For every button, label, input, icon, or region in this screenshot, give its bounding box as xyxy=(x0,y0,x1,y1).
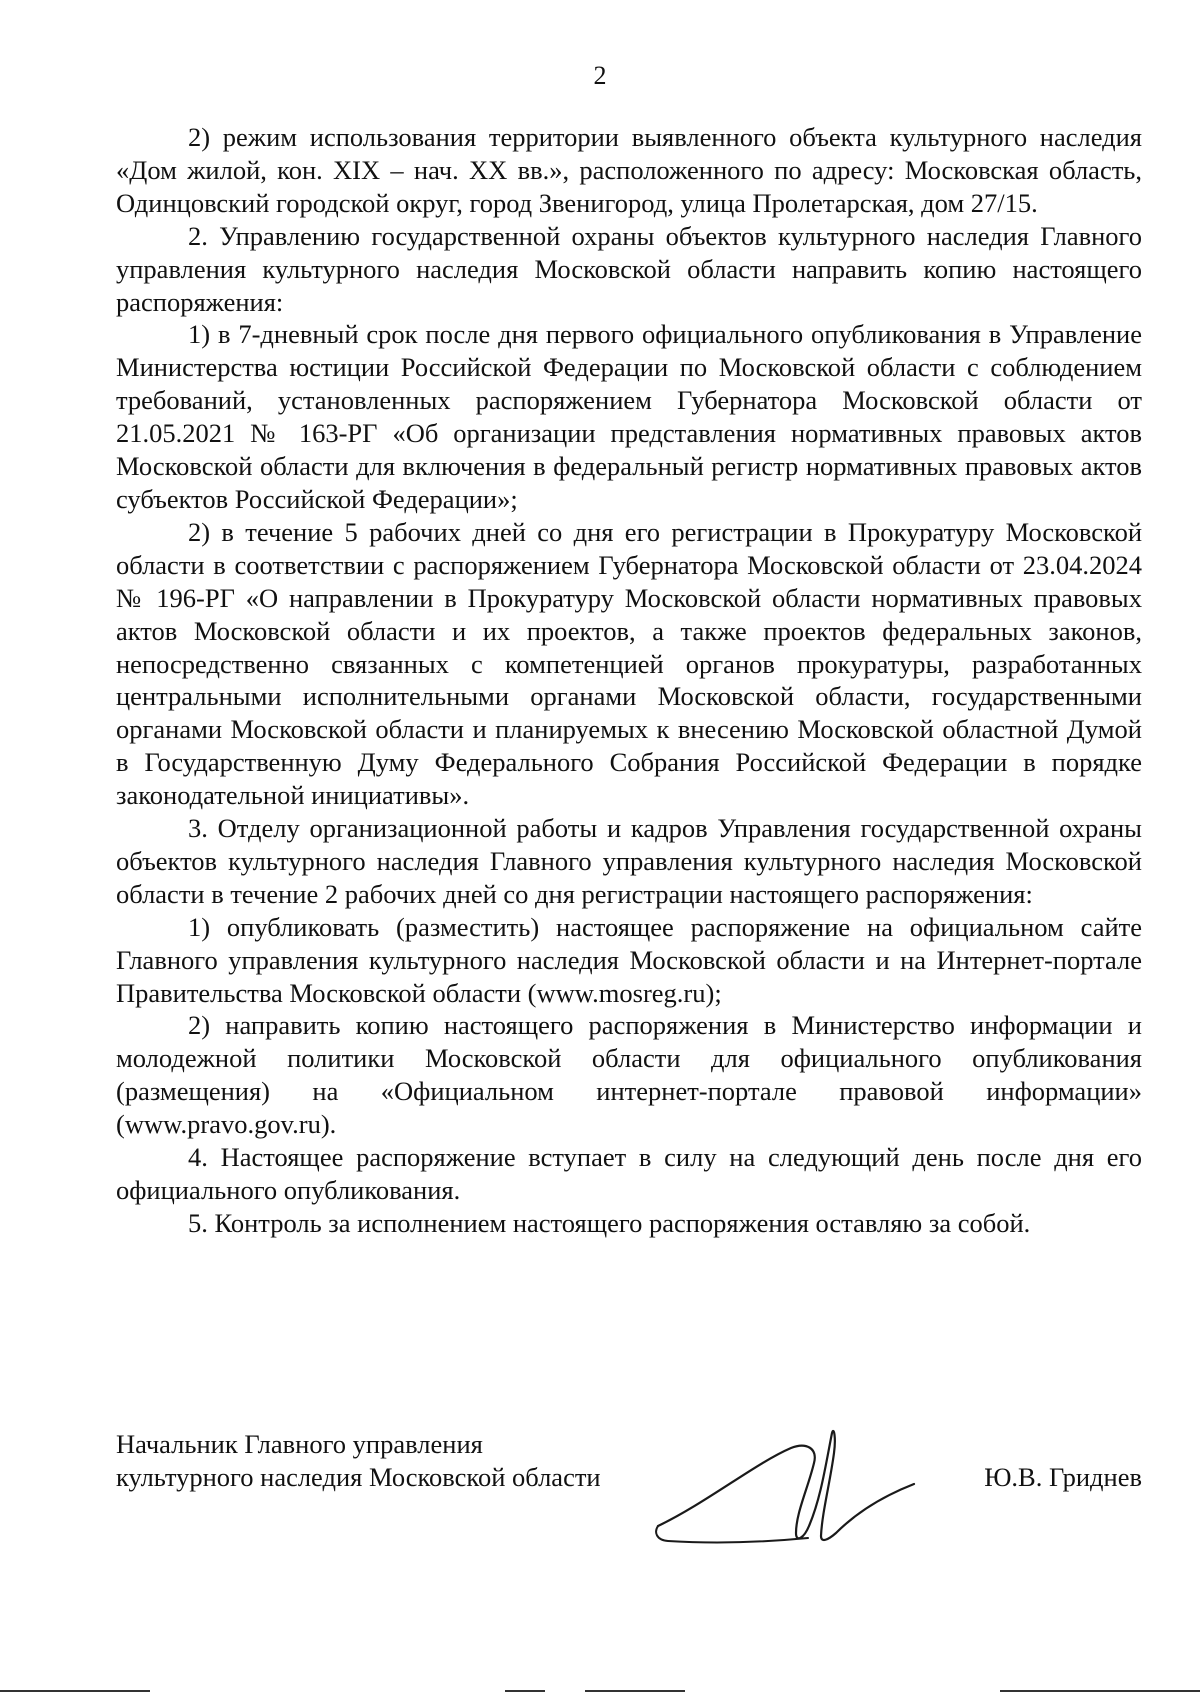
signatory-position xyxy=(116,1428,601,1494)
signature-block xyxy=(116,1428,1142,1558)
paragraph-item-2-territory-regime: 2) режим использования территории выявленного объекта культурного наследия «Дом жилой, кон. XIX – нач. XX вв.», расположенного по адресу: Московская область, Одинцовский городской округ, город Звенигород, улица Пролетарская, дом 27/15. xyxy=(116,122,1142,218)
scan-line xyxy=(505,1690,545,1692)
paragraph-2-2-prosecutor: 2) в течение 5 рабочих дней со дня его регистрации в Прокуратуру Московской области в соответствии с распоряжением Губернатора Московской области от 23.04.2024 № 196-РГ «О направлении в Прокуратуру Московской области нормативных правовых актов Московской области и их проектов, а также проектов федеральных законов, непосредственно связанных с компетенцией органов прокуратуры, разработанных центральными исполнительными органами Московской области, государственными органами Московской области и планируемых к внесению Московской областной Думой в Государственную Думу Федерального Собрания Российской Федерации в порядке законодательной инициативы». xyxy=(116,516,1142,811)
handwritten-signature xyxy=(646,1408,946,1558)
signatory-position-line2: культурного наследия Московской области xyxy=(116,1462,601,1492)
paragraph-3-department: 3. Отделу организационной работы и кадров Управления государственной охраны объектов культурного наследия Главного управления культурного наследия Московской области в течение 2 рабочих дней со дня регистрации настоящего распоряжения: xyxy=(116,813,1142,909)
page-number: 2 xyxy=(593,61,607,90)
signatory-name: Ю.В. Гриднев xyxy=(984,1462,1142,1492)
scan-line xyxy=(1000,1690,1200,1692)
paragraph-2-1-ministry-justice: 1) в 7-дневный срок после дня первого официального опубликования в Управление Министерства юстиции Российской Федерации по Московской области с соблюдением требований, установленных распоряжением Губернатора Московской области от 21.05.2021 № 163-РГ «Об организации представления нормативных правовых актов Московской области для включения в федеральный регистр нормативных правовых актов субъектов Российской Федерации»; xyxy=(116,319,1142,514)
document-body xyxy=(116,121,1142,1240)
paragraph-4-effective: 4. Настоящее распоряжение вступает в силу на следующий день после дня его официального опубликования. xyxy=(116,1142,1142,1205)
paragraph-2-send-copy: 2. Управлению государственной охраны объектов культурного наследия Главного управления культурного наследия Московской области направить копию настоящего распоряжения: xyxy=(116,220,1142,317)
signatory-position-line1: Начальник Главного управления xyxy=(116,1429,483,1459)
scan-line xyxy=(585,1690,685,1692)
scan-line xyxy=(0,1690,150,1692)
paragraph-3-2-send-ministry-info: 2) направить копию настоящего распоряжения в Министерство информации и молодежной политики Московской области для официального опубликования (размещения) на «Официальном интернет-портале правовой информации» (www.pravo.gov.ru). xyxy=(116,1010,1142,1140)
paragraph-3-1-publish: 1) опубликовать (разместить) настоящее распоряжение на официальном сайте Главного управления культурного наследия Московской области и на Интернет-портале Правительства Московской области (www.mosreg.ru); xyxy=(116,911,1142,1008)
paragraph-5-control: 5. Контроль за исполнением настоящего распоряжения оставляю за собой. xyxy=(188,1207,1031,1238)
scan-artifact-lines xyxy=(0,1690,1200,1694)
